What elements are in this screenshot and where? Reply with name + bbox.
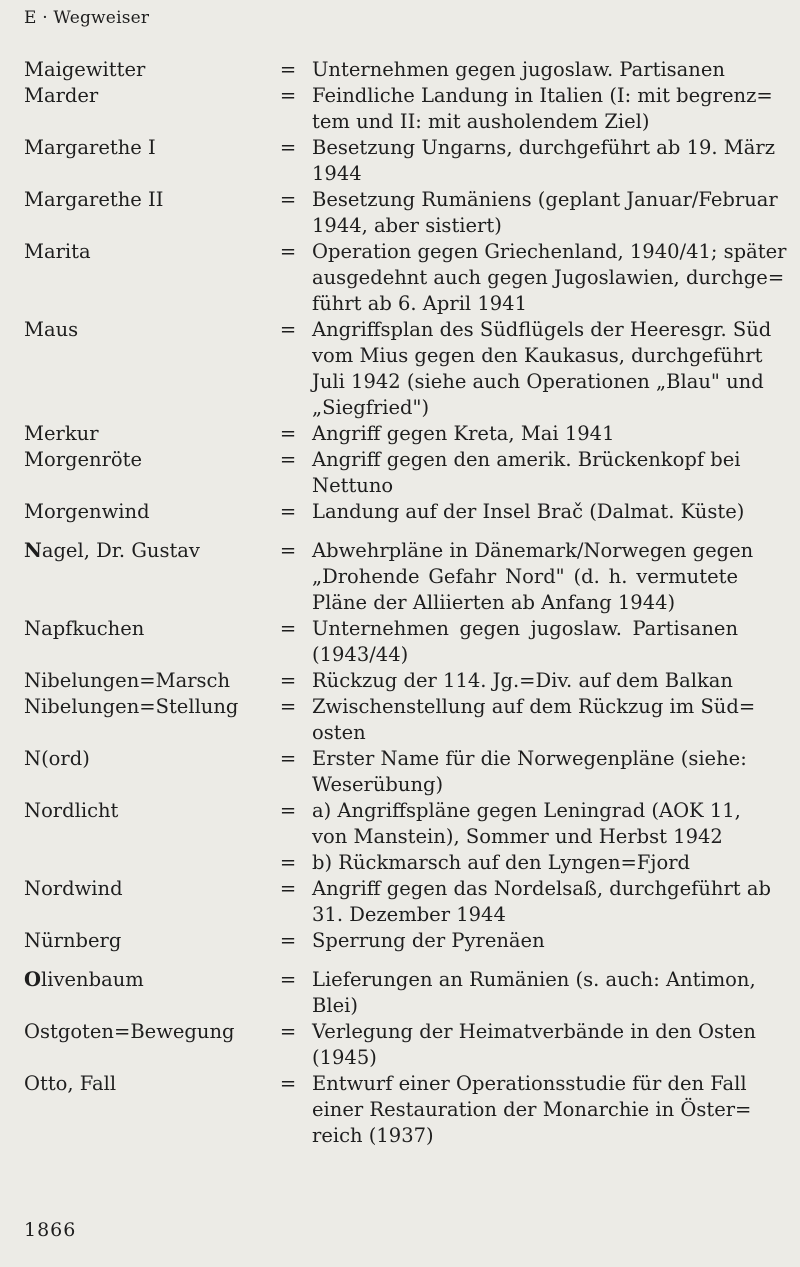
glossary-entry [0,746,800,798]
running-header: E · Wegweiser [24,8,150,28]
definition-line: Verlegung der Heimatverbände in den Osten [312,1020,756,1043]
definition-line: Unternehmen gegen jugoslaw. Partisanen [312,617,738,640]
letter-section-gap [0,954,800,967]
definition-line: Angriff gegen den amerik. Brückenkopf bei [312,448,741,471]
entry-term [24,798,284,824]
definition-line: „Drohende Gefahr Nord" (d. h. vermutete [312,565,738,588]
definition-line: „Siegfried") [312,396,430,419]
glossary-entry [0,421,800,447]
term-text: Nürnberg [24,929,122,952]
glossary-entry [0,928,800,954]
entry-definition [312,694,756,746]
term-text: Otto, Fall [24,1072,117,1095]
definition-line: Sperrung der Pyrenäen [312,929,545,952]
equals-sign: = [279,318,297,341]
entry-term [24,447,284,473]
equals-sign: = [279,669,297,692]
entry-term [24,746,284,772]
term-text: Nibelungen=Marsch [24,669,230,692]
equals-sign: = [279,877,297,900]
glossary-entry [0,135,800,187]
entry-definition [312,928,738,954]
glossary-entry [0,83,800,135]
entry-term [24,928,284,954]
term-text: Margarethe II [24,188,164,211]
equals-sign: = [279,799,297,822]
equals-sign: = [279,929,297,952]
entry-definition [312,616,738,668]
term-text: Napfkuchen [24,617,145,640]
glossary-entry [0,447,800,499]
definition-line: Juli 1942 (siehe auch Operationen „Blau" und [312,370,764,393]
equals-sign: = [279,500,297,523]
entry-term [24,239,284,265]
glossary-entry [0,317,800,421]
term-text: Morgenwind [24,500,150,523]
entry-term [24,1019,284,1045]
entry-definition [312,447,741,499]
entry-definition [312,668,738,694]
term-text: Nibelungen=Stellung [24,695,239,718]
definition-line: Operation gegen Griechenland, 1940/41; später [312,240,787,263]
definition-line: Unternehmen gegen jugoslaw. Partisanen [312,58,725,81]
definition-line: (1943/44) [312,643,409,666]
definition-line: Entwurf einer Operationsstudie für den Fall [312,1072,747,1095]
definition-line: Zwischenstellung auf dem Rückzug im Süd= [312,695,756,718]
term-text: Marita [24,240,91,263]
term-text: Merkur [24,422,99,445]
equals-sign: = [279,136,297,159]
entry-term [24,668,284,694]
equals-sign: = [279,422,297,445]
entry-term [24,499,284,525]
definition-line: Angriff gegen Kreta, Mai 1941 [312,422,615,445]
glossary-entry [0,1019,800,1071]
section-initial: N [24,539,42,562]
equals-sign: = [279,747,297,770]
equals-sign: = [279,58,297,81]
entry-definition [312,499,745,525]
entry-term [24,421,284,447]
definition-line: Angriffsplan des Südflügels der Heeresgr. Süd [312,318,772,341]
definition-line: Feindliche Landung in Italien (I: mit begrenz= [312,84,773,107]
entry-definition [312,1071,752,1149]
term-text: Nordlicht [24,799,119,822]
term-text: Marder [24,84,99,107]
definition-line: Landung auf der Insel Brač (Dalmat. Küste) [312,500,745,523]
equals-sign: = [279,539,297,562]
glossary-entry [0,538,800,616]
definition-line: Angriff gegen das Nordelsaß, durchgeführt ab [312,877,771,900]
entry-definition [312,57,738,83]
definition-line: Erster Name für die Norwegenpläne (siehe: [312,747,747,770]
entry-term [24,135,284,161]
glossary-entry [0,616,800,668]
glossary-entry [0,1071,800,1149]
definition-line: b) Rückmarsch auf den Lyngen=Fjord [312,851,690,874]
entry-definition [312,538,754,616]
definition-line: Pläne der Alliierten ab Anfang 1944) [312,591,676,614]
page-number: 1866 [24,1219,77,1241]
glossary-entry [0,850,800,876]
definition-line: Rückzug der 114. Jg.=Div. auf dem Balkan [312,669,733,692]
term-text: livenbaum [41,968,144,991]
equals-sign: = [279,1072,297,1095]
equals-sign: = [279,1020,297,1043]
definition-line: Blei) [312,994,358,1017]
definition-line: Abwehrpläne in Dänemark/Norwegen gegen [312,539,754,562]
entry-definition [312,317,772,421]
letter-section-gap [0,525,800,538]
definition-line: Weserübung) [312,773,444,796]
glossary-entry [0,187,800,239]
term-text: N(ord) [24,747,90,770]
entry-definition [312,798,741,850]
entry-term [24,57,284,83]
definition-line: führt ab 6. April 1941 [312,292,527,315]
definition-line: reich (1937) [312,1124,434,1147]
definition-line: Nettuno [312,474,394,497]
definition-line: Besetzung Rumäniens (geplant Januar/Februar [312,188,778,211]
equals-sign: = [279,448,297,471]
equals-sign: = [279,851,297,874]
entry-definition [312,187,778,239]
term-text: Maigewitter [24,58,146,81]
definition-line: 1944, aber sistiert) [312,214,502,237]
equals-sign: = [279,968,297,991]
glossary-entries [0,57,800,1149]
glossary-entry [0,57,800,83]
glossary-entry [0,876,800,928]
term-text: Margarethe I [24,136,156,159]
definition-line: tem und II: mit ausholendem Ziel) [312,110,650,133]
term-text: Ostgoten=Bewegung [24,1020,235,1043]
glossary-entry [0,798,800,850]
entry-definition [312,1019,756,1071]
entry-term [24,876,284,902]
term-text: Nordwind [24,877,123,900]
entry-term [24,538,284,564]
entry-definition [312,239,787,317]
entry-term [24,1071,284,1097]
definition-line: (1945) [312,1046,377,1069]
entry-definition [312,135,775,187]
equals-sign: = [279,240,297,263]
definition-line: a) Angriffspläne gegen Leningrad (AOK 11, [312,799,741,822]
term-text: agel, Dr. Gustav [41,539,200,562]
glossary-entry [0,499,800,525]
entry-term [24,694,284,720]
entry-definition [312,876,771,928]
definition-line: 31. Dezember 1944 [312,903,506,926]
term-text: Morgenröte [24,448,143,471]
entry-term [24,967,284,993]
entry-definition [312,850,738,876]
section-initial: O [24,968,41,991]
glossary-entry [0,967,800,1019]
definition-line: von Manstein), Sommer und Herbst 1942 [312,825,723,848]
definition-line: osten [312,721,366,744]
entry-term [24,616,284,642]
definition-line: vom Mius gegen den Kaukasus, durchgeführt [312,344,763,367]
glossary-entry [0,668,800,694]
glossary-entry [0,239,800,317]
definition-line: einer Restauration der Monarchie in Öster= [312,1098,752,1121]
equals-sign: = [279,188,297,211]
equals-sign: = [279,617,297,640]
entry-definition [312,746,747,798]
definition-line: Besetzung Ungarns, durchgeführt ab 19. März [312,136,775,159]
glossary-entry [0,694,800,746]
entry-definition [312,967,756,1019]
entry-definition [312,421,738,447]
entry-term [24,187,284,213]
entry-definition [312,83,773,135]
definition-line: ausgedehnt auch gegen Jugoslawien, durchge= [312,266,785,289]
definition-line: 1944 [312,162,362,185]
definition-line: Lieferungen an Rumänien (s. auch: Antimon, [312,968,756,991]
entry-term [24,317,284,343]
entry-term [24,83,284,109]
equals-sign: = [279,84,297,107]
equals-sign: = [279,695,297,718]
term-text: Maus [24,318,79,341]
